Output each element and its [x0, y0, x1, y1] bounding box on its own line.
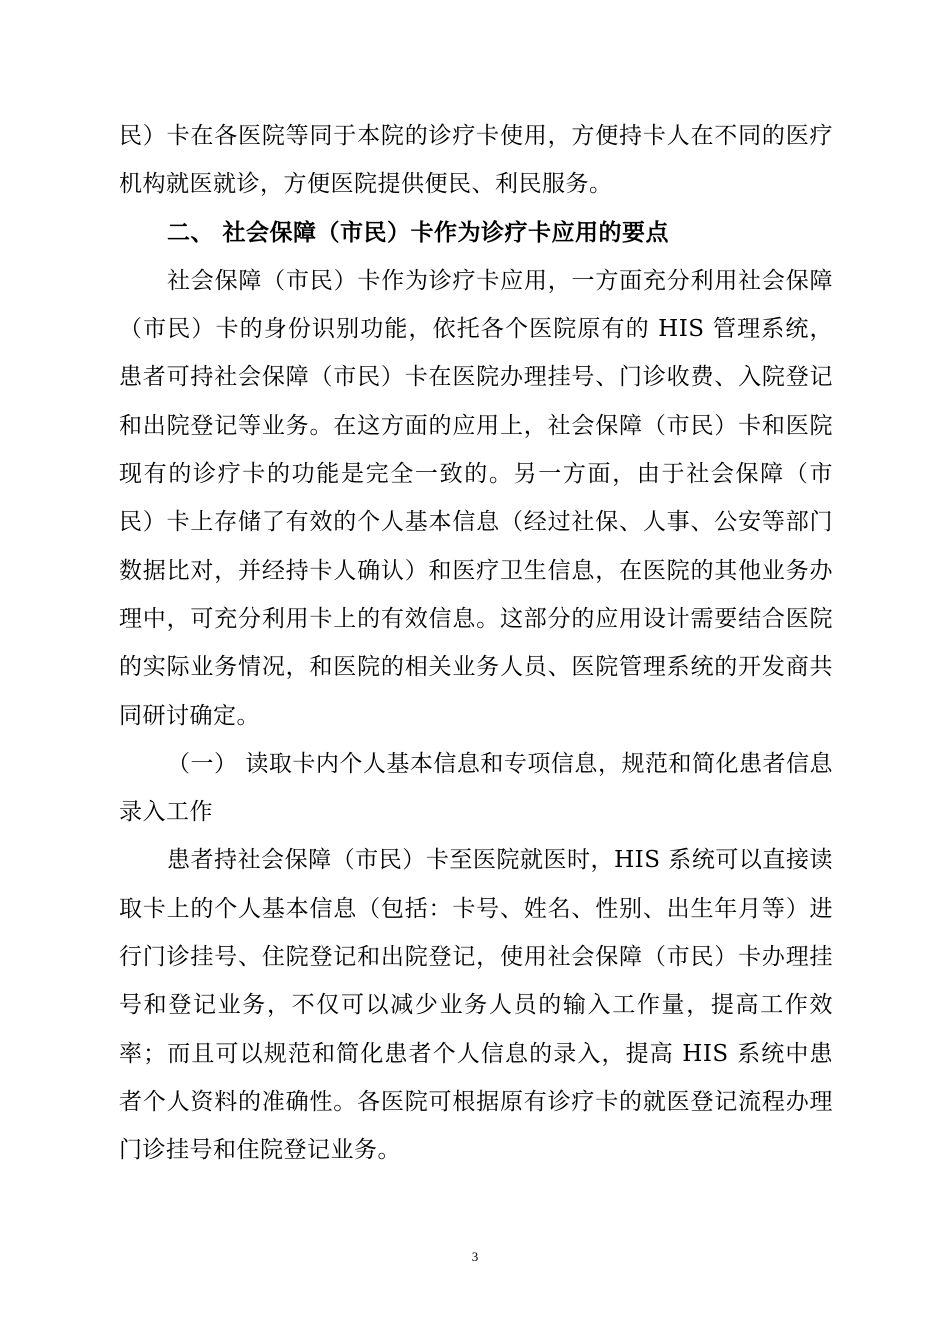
page-number: 3: [471, 1249, 479, 1264]
paragraph-body: 患者持社会保障（市民）卡至医院就医时，HIS 系统可以直接读取卡上的个人基本信息（包括：卡号、姓名、性别、出生年月等）进行门诊挂号、住院登记和出院登记，使用社会保障（市民）卡办理挂号和登记业务，不仅可以减少业务人员的输入工作量，提高工作效率；而且可以规范和简化患者个人信息的录入，提高 HIS 系统中患者个人资料的准确性。各医院可根据原有诊疗卡的就医登记流程办理门诊挂号和住院登记业务。: [119, 847, 833, 1164]
document-body: [119, 112, 833, 1175]
section-heading: 二、 社会保障（市民）卡作为诊疗卡应用的要点: [167, 219, 670, 246]
subsection-heading: （一） 读取卡内个人基本信息和专项信息，规范和简化患者信息录入工作: [119, 750, 833, 826]
paragraph-body: 社会保障（市民）卡作为诊疗卡应用，一方面充分利用社会保障（市民）卡的身份识别功能，依托各个医院原有的 HIS 管理系统，患者可持社会保障（市民）卡在医院办理挂号、门诊收费、入院登记和出院登记等业务。在这方面的应用上，社会保障（市民）卡和医院现有的诊疗卡的功能是完全一致的。另一方面，由于社会保障（市民）卡上存储了有效的个人基本信息（经过社保、人事、公安等部门数据比对，并经持卡人确认）和医疗卫生信息，在医院的其他业务办理中，可充分利用卡上的有效信息。这部分的应用设计需要结合医院的实际业务情况，和医院的相关业务人员、医院管理系统的开发商共同研讨确定。: [119, 267, 833, 729]
paragraph-continuation: 民）卡在各医院等同于本院的诊疗卡使用，方便持卡人在不同的医疗机构就医就诊，方便医院提供便民、利民服务。: [119, 123, 833, 198]
